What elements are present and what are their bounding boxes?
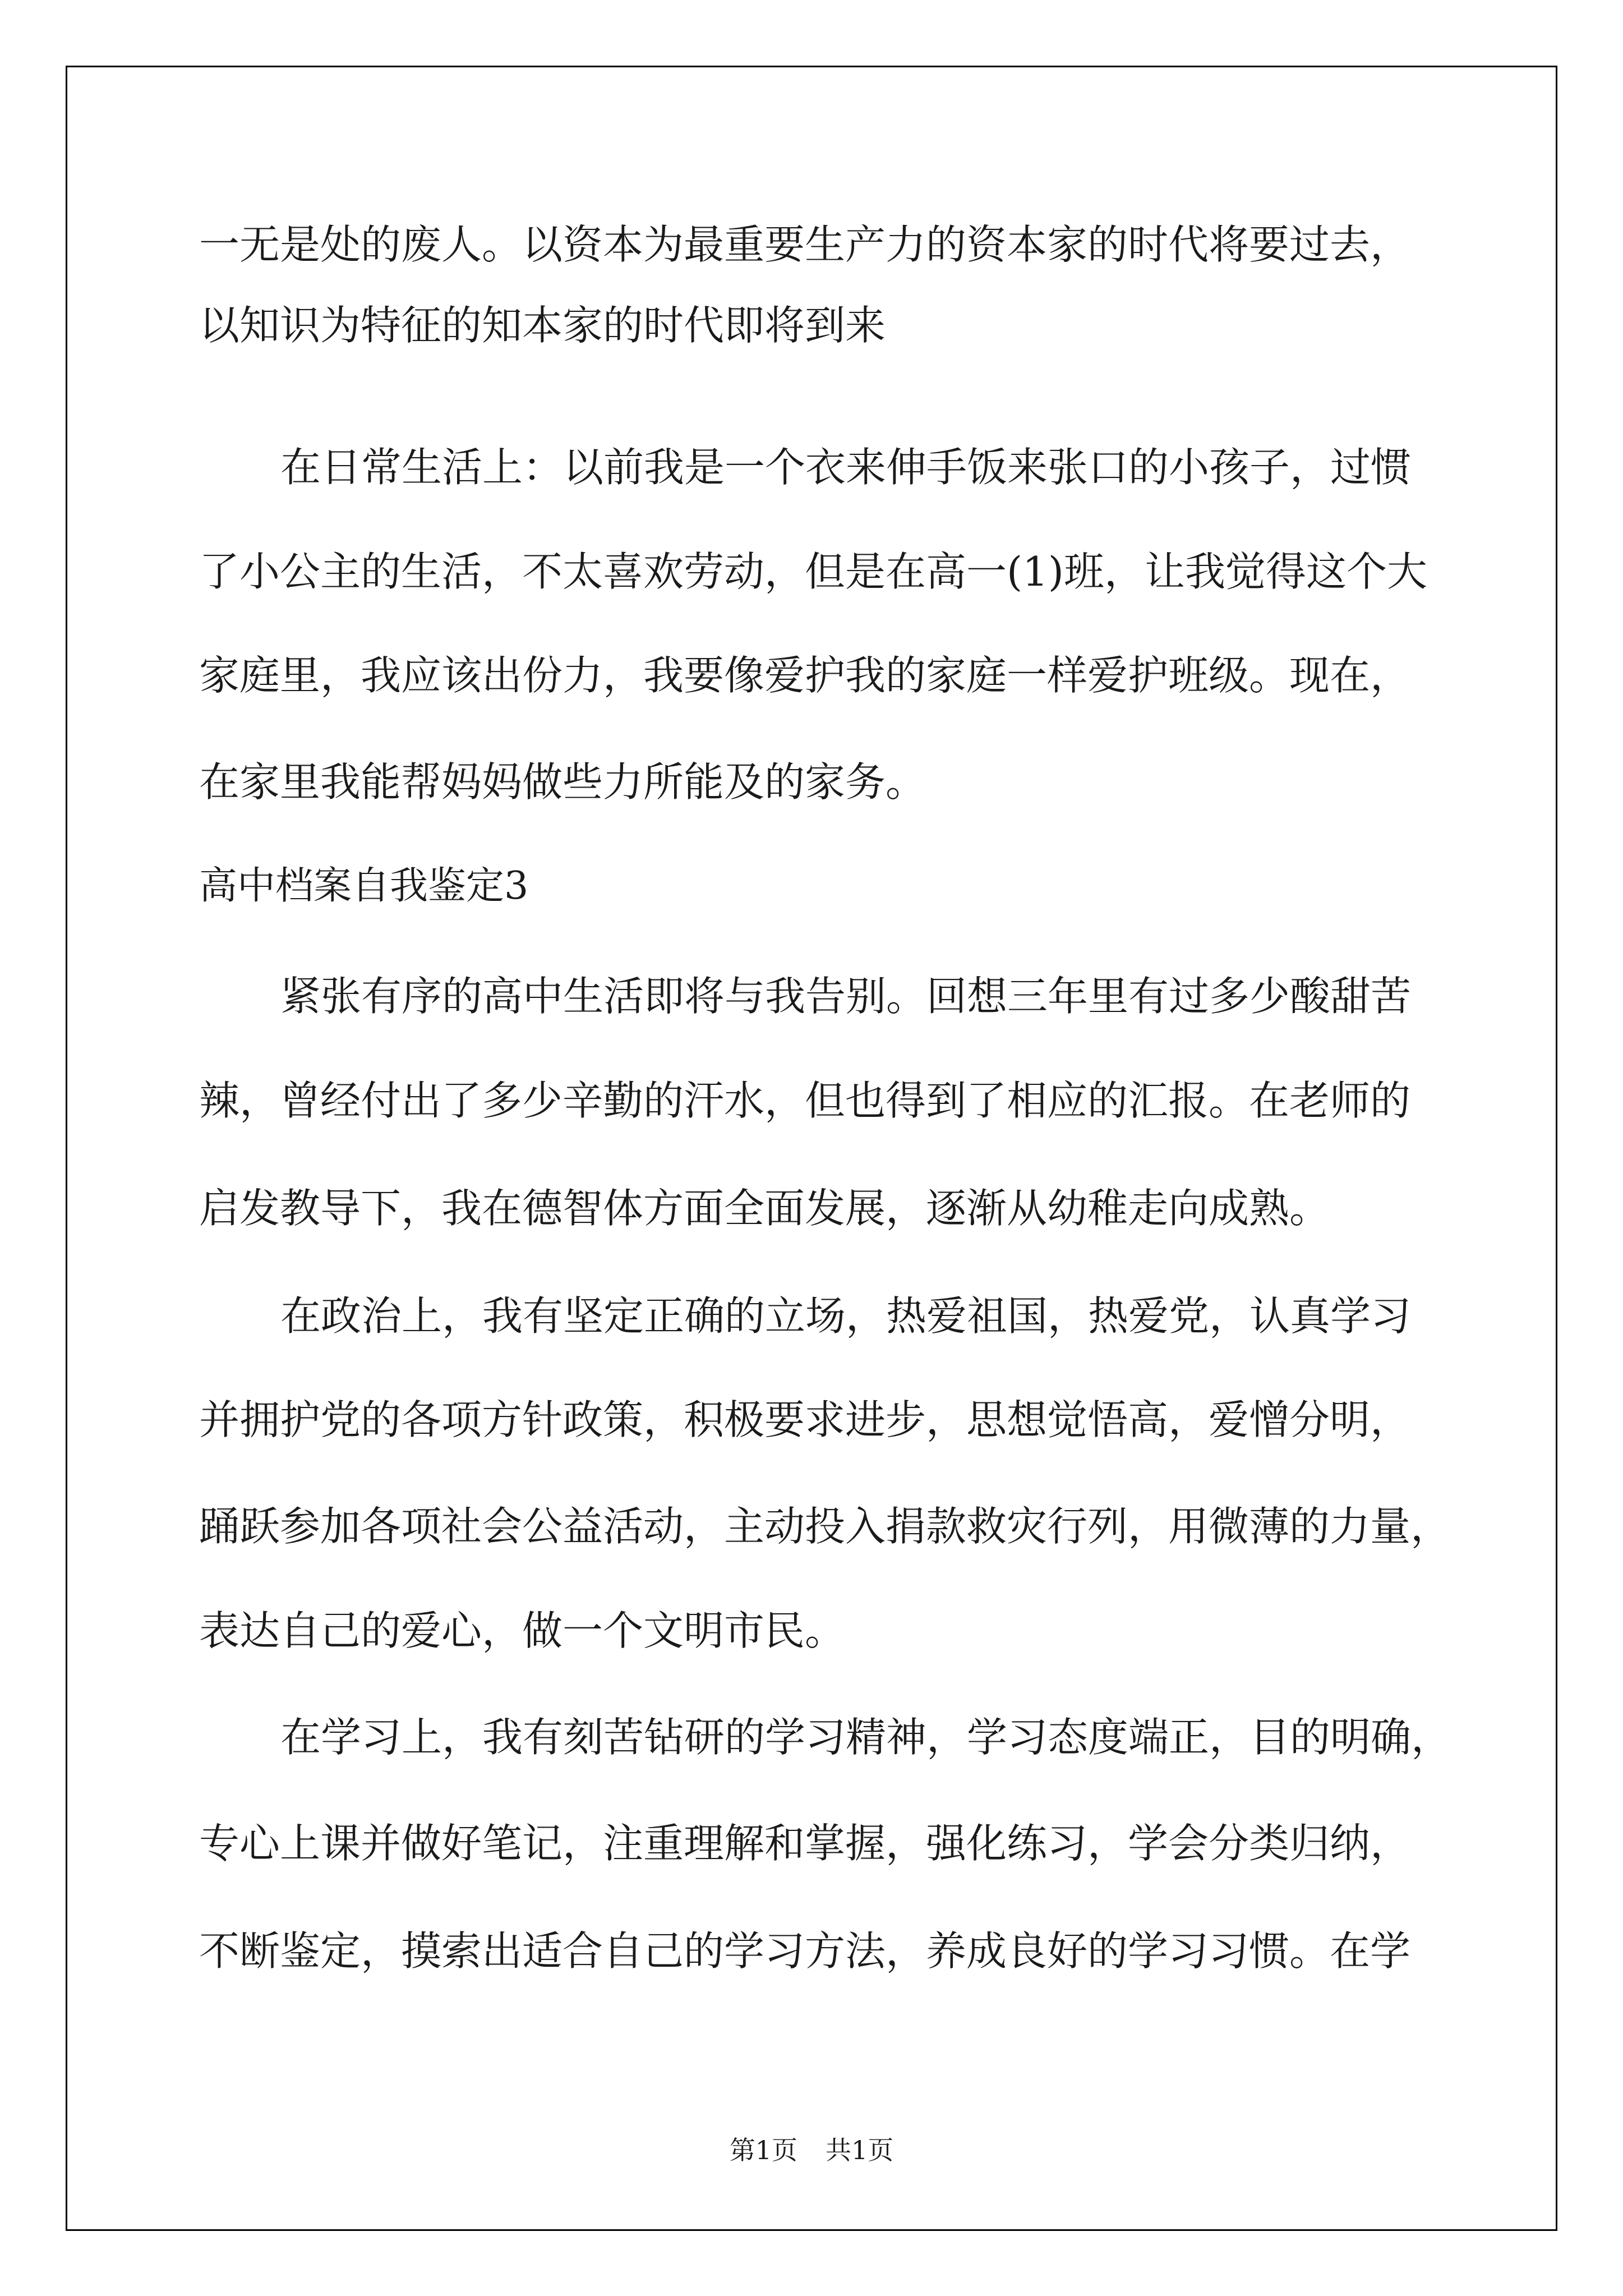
paragraph-line: 在学习上，我有刻苦钻研的学习精神，学习态度端正，目的明确，: [280, 1714, 1452, 1761]
section-heading: 高中档案自我鉴定3: [199, 864, 529, 908]
paragraph-line: 了小公主的生活，不太喜欢劳动，但是在高一(1)班，让我觉得这个大: [199, 548, 1427, 595]
paragraph-line: 并拥护党的各项方针政策，积极要求进步，思想觉悟高，爱憎分明，: [199, 1396, 1411, 1443]
paragraph-line: 专心上课并做好笔记，注重理解和掌握，强化练习，学会分类归纳，: [199, 1820, 1411, 1867]
paragraph-line: 紧张有序的高中生活即将与我告别。回想三年里有过多少酸甜苦: [280, 973, 1412, 1020]
paragraph-line: 在家里我能帮妈妈做些力所能及的家务。: [199, 758, 926, 806]
paragraph-line: 表达自己的爱心，做一个文明市民。: [199, 1607, 846, 1654]
page-border: [66, 66, 1557, 2231]
paragraph-line: 在政治上，我有坚定正确的立场，热爱祖国，热爱党，认真学习: [280, 1292, 1412, 1340]
page-footer: [0, 2130, 1623, 2167]
page-number: 第1页: [729, 2135, 797, 2165]
page-total: 共1页: [826, 2135, 894, 2165]
paragraph-line: 在日常生活上：以前我是一个衣来伸手饭来张口的小孩子，过惯: [280, 444, 1412, 491]
paragraph-line: 一无是处的废人。以资本为最重要生产力的资本家的时代将要过去，: [199, 221, 1411, 268]
paragraph-line: 不断鉴定，摸索出适合自己的学习方法，养成良好的学习习惯。在学: [199, 1927, 1411, 1975]
paragraph-line: 踊跃参加各项社会公益活动，主动投入捐款救灾行列，用微薄的力量，: [199, 1503, 1451, 1550]
paragraph-line: 以知识为特征的知本家的时代即将到来: [199, 302, 886, 349]
paragraph-line: 辣，曾经付出了多少辛勤的汗水，但也得到了相应的汇报。在老师的: [199, 1077, 1411, 1124]
paragraph-line: 家庭里，我应该出份力，我要像爱护我的家庭一样爱护班级。现在，: [199, 652, 1411, 699]
paragraph-line: 启发教导下，我在德智体方面全面发展，逐渐从幼稚走向成熟。: [199, 1185, 1330, 1232]
